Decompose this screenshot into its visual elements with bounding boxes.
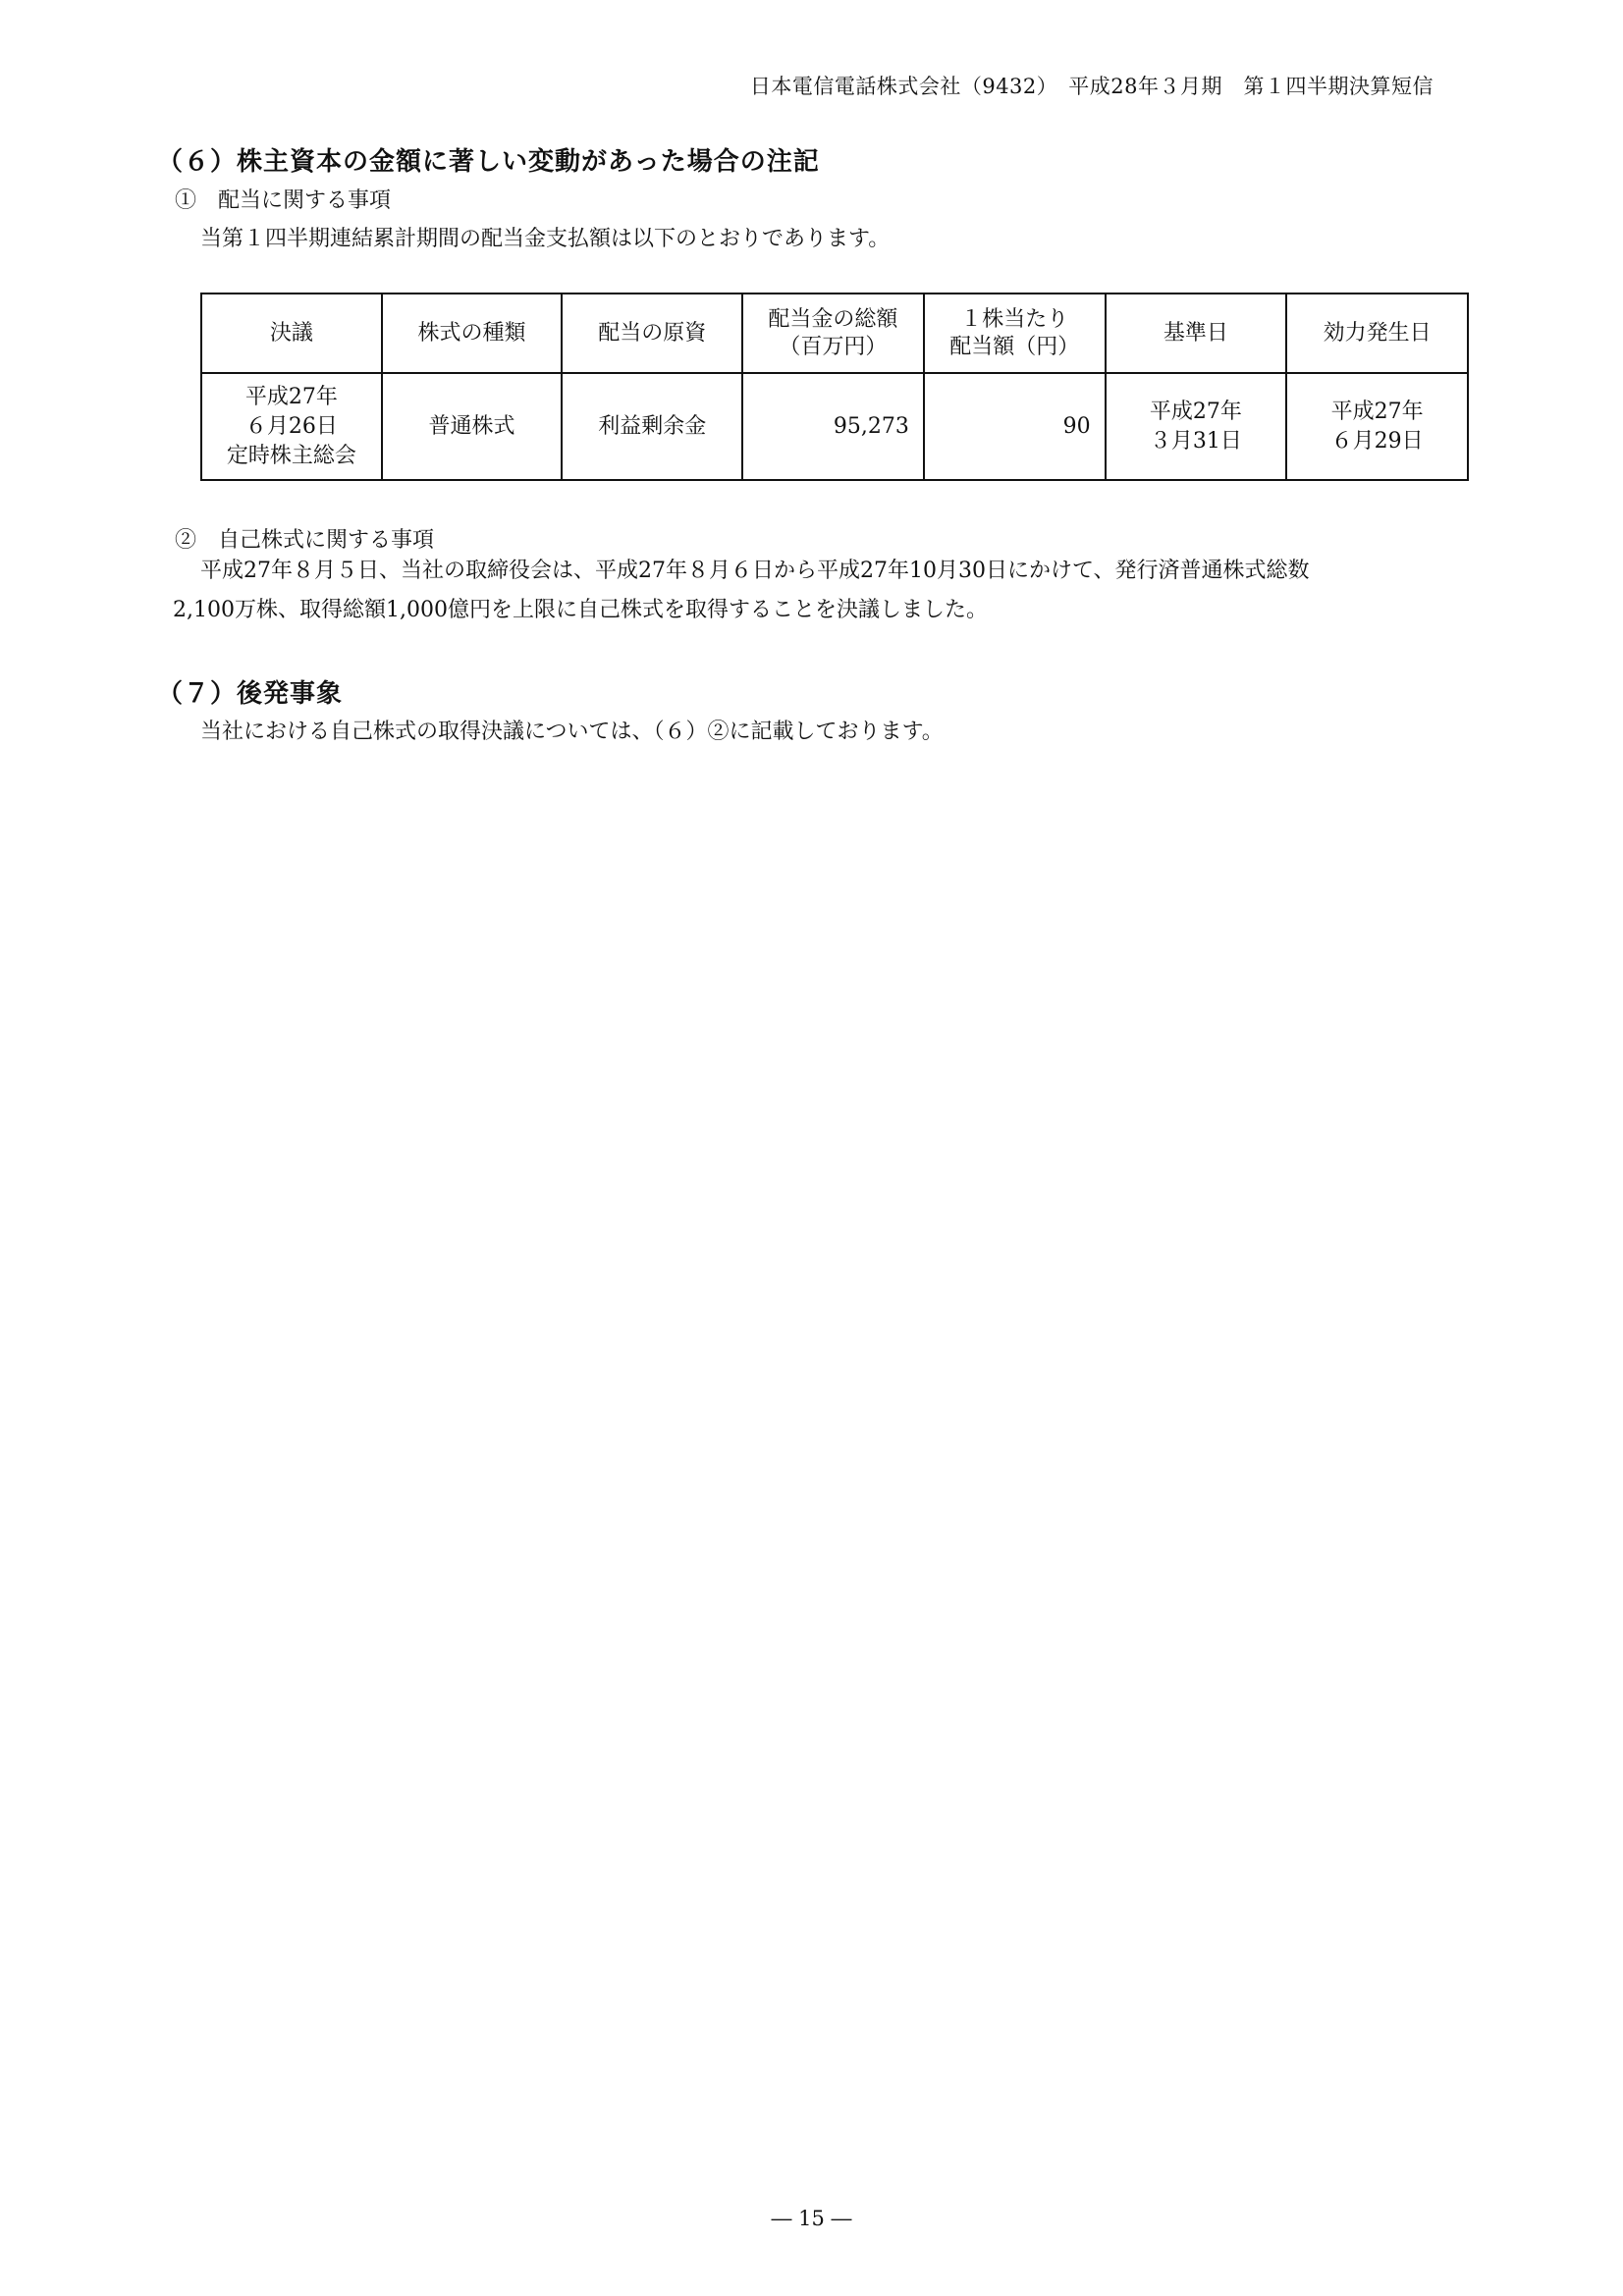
header-effective-date: 効力発生日	[1286, 294, 1468, 373]
cell-total-dividend: 95,273	[742, 373, 924, 480]
section-7-title: （７）後発事象	[157, 679, 344, 709]
treasury-stock-line-2: 2,100万株、取得総額1,000億円を上限に自己株式を取得することを決議しました。	[173, 598, 988, 622]
header-share-type: 株式の種類	[382, 294, 563, 373]
section-6-title: （６）株主資本の金額に著しい変動があった場合の注記	[157, 147, 820, 177]
treasury-stock-paragraph	[173, 552, 1449, 630]
table-row	[201, 373, 1468, 480]
dividend-subheading: ① 配当に関する事項	[175, 188, 392, 213]
treasury-stock-subheading: ② 自己株式に関する事項	[175, 528, 435, 553]
page-number: ― 15 ―	[771, 2207, 852, 2230]
header-source: 配当の原資	[562, 294, 742, 373]
header-record-date: 基準日	[1106, 294, 1287, 373]
cell-record-date: 平成27年 ３月31日	[1106, 373, 1287, 480]
dividend-intro-text: 当第１四半期連結累計期間の配当金支払額は以下のとおりであります。	[200, 227, 891, 251]
header-total-dividend: 配当金の総額 （百万円）	[742, 294, 924, 373]
dividend-table	[200, 293, 1469, 481]
header-resolution: 決議	[201, 294, 382, 373]
cell-per-share: 90	[924, 373, 1106, 480]
subsequent-events-text: 当社における自己株式の取得決議については、（６）②に記載しております。	[200, 720, 944, 744]
cell-share-type: 普通株式	[382, 373, 563, 480]
table-header-row	[201, 294, 1468, 373]
cell-resolution: 平成27年 ６月26日 定時株主総会	[201, 373, 382, 480]
cell-source: 利益剰余金	[562, 373, 742, 480]
document-header: 日本電信電話株式会社（9432） 平成28年３月期 第１四半期決算短信	[749, 75, 1434, 98]
header-per-share: １株当たり 配当額（円）	[924, 294, 1106, 373]
treasury-stock-line-1: 平成27年８月５日、当社の取締役会は、平成27年８月６日から平成27年10月30日にかけて、発行済普通株式総数	[200, 559, 1310, 583]
cell-effective-date: 平成27年 ６月29日	[1286, 373, 1468, 480]
